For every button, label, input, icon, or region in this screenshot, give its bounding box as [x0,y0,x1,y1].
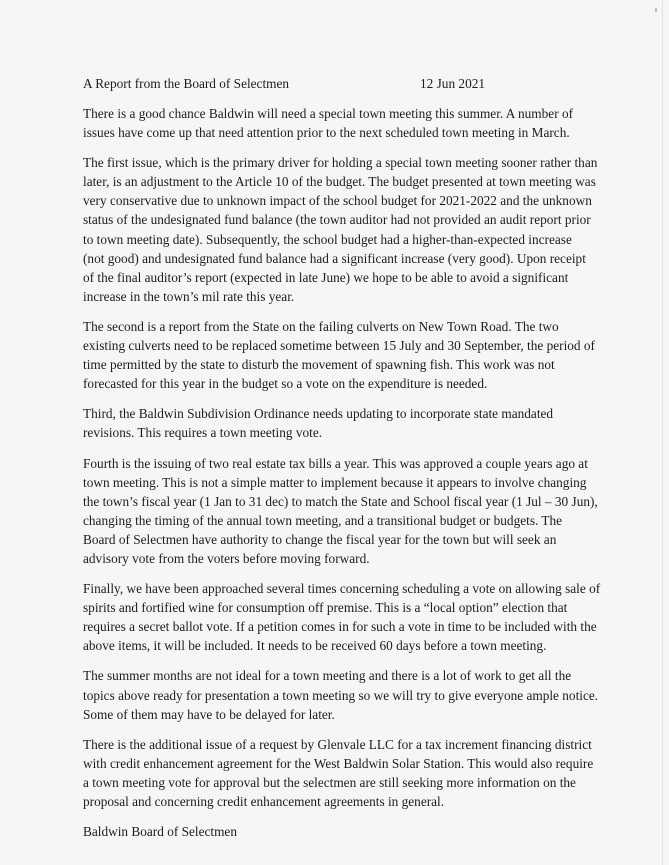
signature: Baldwin Board of Selectmen [83,824,237,840]
paragraph-local-option: Finally, we have been approached several times concerning scheduling a vote on allowing sale of spirits and fortified wine for consumption off premise. This is a “local option” election that requires a secret ballot vote. If a petition comes in for such a vote in time to be included with the above items, it will be included. It needs to be received 60 days before a town meeting. [83,581,601,654]
page-edge-shadow [662,0,663,865]
paragraph-summer-months: The summer months are not ideal for a town meeting and there is a lot of work to get all the topics above ready for presentation a town meeting so we will try to give everyone ample notice. Some of them may have to be delayed for later. [83,668,599,722]
paragraph-intro: There is a good chance Baldwin will need a special town meeting this summer. A number of issues have come up that need attention prior to the next scheduled town meeting in March. [83,106,574,141]
paragraph-subdivision-ordinance: Third, the Baldwin Subdivision Ordinance needs updating to incorporate state mandated revisions. This requires a town meeting vote. [83,406,554,441]
paragraph-tif-district: There is the additional issue of a request by Glenvale LLC for a tax increment financing district with credit enhancement agreement for the West Baldwin Solar Station. This would also require a town meeting vote for approval but the selectmen are still seeking more information on the proposal and concerning credit enhancement agreements in general. [83,736,594,809]
report-date: 12 Jun 2021 [420,76,486,91]
paragraph-tax-bills: Fourth is the issuing of two real estate tax bills a year. This was approved a couple years ago at town meeting. This is not a simple matter to implement because it appears to involve changing the town’s fiscal year (1 Jan to 31 dec) to match the State and School fiscal year (1 Jul – 30 Jun), changing the timing of the annual town meeting, and a transitional budget or budgets. The Board of Selectmen have authority to change the fiscal year for the town but will seek an advisory vote from the voters before moving forward. [83,455,598,566]
report-header [83,74,639,93]
paragraph-culverts: The second is a report from the State on the failing culverts on New Town Road. The two existing culverts need to be replaced sometime between 15 July and 30 September, the period of time permitted by the state to disturb the movement of spawning fish. This work was not forecasted for this year in the budget so a vote on the expenditure is needed. [83,318,595,392]
scan-mark [655,8,657,12]
paragraph-first-issue: The first issue, which is the primary driver for holding a special town meeting sooner rather than later, is an adjustment to the Article 10 of the budget. The budget presented at town meeting was very conservative due to unknown impact of the school budget for 2021-2022 and the unknown status of the undesignated fund balance (the town auditor had not provided an audit report prior to town meeting date). Subsequently, the school budget had a higher-than-expected increase (not good) and undesignated fund balance had a significant increase (very good). Upon receipt of the final auditor’s report (expected in late June) we hope to be able to avoid a significant increase in the town’s mil rate this year. [83,155,598,304]
report-title: A Report from the Board of Selectmen [83,76,290,91]
